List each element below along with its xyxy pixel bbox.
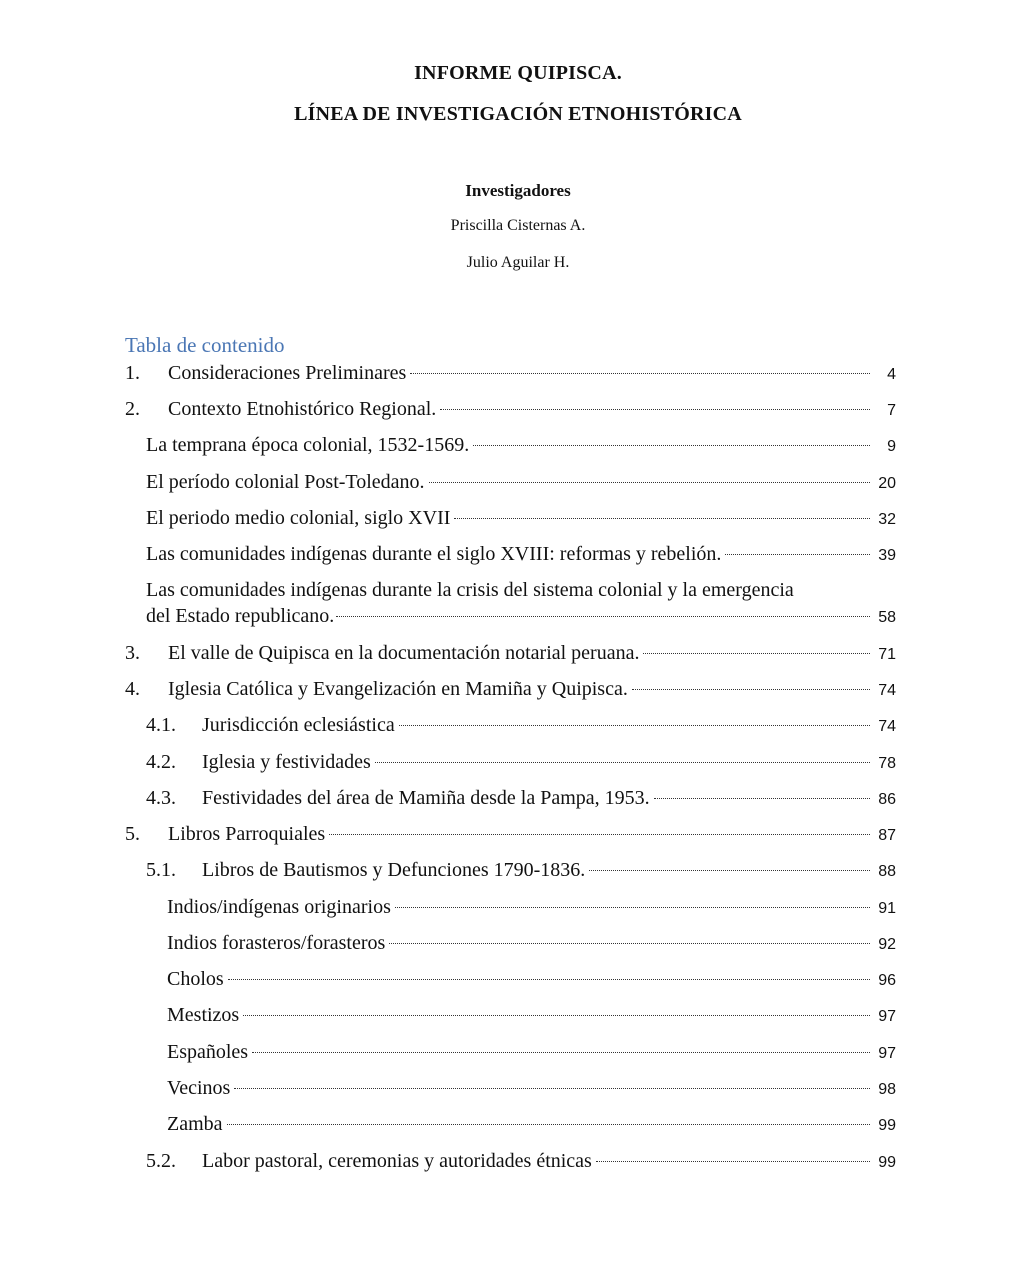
toc-entry-page: 78 <box>878 755 896 772</box>
toc-entry-page: 74 <box>878 718 896 735</box>
toc-entry-label: Las comunidades indígenas durante la crisis del sistema colonial y la emergencia <box>146 579 794 601</box>
toc-entry[interactable] <box>146 1148 896 1176</box>
toc-entry-label: Libros de Bautismos y Defunciones 1790-1836. <box>202 859 586 881</box>
toc-leader-dots <box>375 761 870 763</box>
toc-entry[interactable] <box>167 930 896 958</box>
toc-entry-label: Zamba <box>167 1113 223 1135</box>
toc-entry-number: 4.2. <box>146 751 176 773</box>
report-subtitle: LÍNEA DE INVESTIGACIÓN ETNOHISTÓRICA <box>294 103 742 125</box>
toc-entry[interactable] <box>167 894 896 922</box>
toc-entry[interactable] <box>125 360 896 388</box>
toc-entry[interactable] <box>167 1075 896 1103</box>
toc-entry-label: Las comunidades indígenas durante el siglo XVIII: reformas y rebelión. <box>146 543 722 565</box>
toc-entry-number: 4. <box>125 678 140 700</box>
toc-entry-label: Jurisdicción eclesiástica <box>202 714 395 736</box>
toc-entry-label: Contexto Etnohistórico Regional. <box>168 398 437 420</box>
toc-entry-page: 4 <box>887 366 896 383</box>
toc-entry-label: Cholos <box>167 968 224 990</box>
toc-entry-page: 91 <box>878 900 896 917</box>
toc-entry-label: Indios/indígenas originarios <box>167 896 391 918</box>
toc-entry-number: 5. <box>125 823 140 845</box>
toc-entry[interactable] <box>146 505 896 533</box>
toc-entry-label: Españoles <box>167 1041 249 1063</box>
toc-entry-page: 86 <box>878 791 896 808</box>
report-title: INFORME QUIPISCA. <box>414 62 622 84</box>
toc-leader-dots <box>473 444 870 446</box>
toc-entry[interactable] <box>167 1039 896 1067</box>
toc-leader-dots <box>234 1087 870 1089</box>
toc-entry[interactable] <box>146 712 896 740</box>
toc-entry-page: 96 <box>878 972 896 989</box>
toc-leader-dots <box>410 372 870 374</box>
toc-leader-dots <box>654 797 870 799</box>
toc-entry[interactable] <box>125 676 896 704</box>
toc-entry-label: Indios forasteros/forasteros <box>167 932 386 954</box>
toc-entry-number: 5.2. <box>146 1150 176 1172</box>
toc-leader-dots <box>227 1123 870 1125</box>
toc-leader-dots <box>725 553 870 555</box>
toc-leader-dots <box>329 833 870 835</box>
toc-entry[interactable] <box>125 821 896 849</box>
toc-entry-number: 2. <box>125 398 140 420</box>
toc-entry-label: Iglesia Católica y Evangelización en Mamiña y Quipisca. <box>168 678 628 700</box>
toc-entry-page: 9 <box>887 438 896 455</box>
toc-leader-dots <box>440 408 870 410</box>
toc-leader-dots <box>243 1014 870 1016</box>
toc-entry[interactable] <box>167 1111 896 1139</box>
toc-entry-label: Iglesia y festividades <box>202 751 371 773</box>
toc-entry-page: 92 <box>878 936 896 953</box>
toc-leader-dots <box>336 615 870 617</box>
toc-entry-label: El valle de Quipisca en la documentación notarial peruana. <box>168 642 640 664</box>
toc-entry[interactable] <box>146 469 896 497</box>
toc-leader-dots <box>399 724 870 726</box>
toc-entry-number: 5.1. <box>146 859 176 881</box>
toc-leader-dots <box>395 906 870 908</box>
toc-leader-dots <box>228 978 870 980</box>
toc-leader-dots <box>389 942 870 944</box>
toc-entry-number: 3. <box>125 642 140 664</box>
toc-leader-dots <box>454 517 870 519</box>
toc-entry-label: El período colonial Post-Toledano. <box>146 471 425 493</box>
toc-entry-label: Labor pastoral, ceremonias y autoridades étnicas <box>202 1150 592 1172</box>
toc-entry-label: El periodo medio colonial, siglo XVII <box>146 507 451 529</box>
toc-leader-dots <box>252 1051 870 1053</box>
toc-leader-dots <box>429 481 870 483</box>
toc-entry-page: 87 <box>878 827 896 844</box>
toc-entry-label: La temprana época colonial, 1532-1569. <box>146 434 470 456</box>
toc-entry-page: 99 <box>878 1154 896 1171</box>
toc-entry-page: 7 <box>887 402 896 419</box>
toc-entry-label: Vecinos <box>167 1077 231 1099</box>
toc-entry-label: Consideraciones Preliminares <box>168 362 407 384</box>
toc-leader-dots <box>643 652 870 654</box>
toc-entry-page: 32 <box>878 511 896 528</box>
toc-entry-label: Mestizos <box>167 1004 240 1026</box>
toc-leader-dots <box>596 1160 870 1162</box>
toc-entry-number: 1. <box>125 362 140 384</box>
toc-entry[interactable] <box>167 1002 896 1030</box>
toc-entry-page: 88 <box>878 863 896 880</box>
investigator-name: Julio Aguilar H. <box>466 254 570 271</box>
investigators-heading: Investigadores <box>465 181 571 200</box>
toc-entry-number: 4.1. <box>146 714 176 736</box>
toc-entry-page: 58 <box>878 609 896 626</box>
investigator-name: Priscilla Cisternas A. <box>450 217 586 234</box>
toc-entry[interactable] <box>146 785 896 813</box>
toc-entry-label: Festividades del área de Mamiña desde la Pampa, 1953. <box>202 787 650 809</box>
toc-leader-dots <box>632 688 870 690</box>
toc-entry-number: 4.3. <box>146 787 176 809</box>
toc-entry[interactable] <box>146 432 896 460</box>
toc-entry-page: 39 <box>878 547 896 564</box>
toc-title: Tabla de contenido <box>125 333 285 357</box>
toc-entry-page: 74 <box>878 682 896 699</box>
toc-entry-page: 98 <box>878 1081 896 1098</box>
toc-entry-page: 71 <box>878 646 896 663</box>
toc-entry[interactable] <box>146 749 896 777</box>
toc-entry[interactable] <box>125 640 896 668</box>
toc-entry[interactable] <box>146 857 896 885</box>
toc-entry[interactable] <box>146 541 896 569</box>
toc-entry-label-continued: del Estado republicano. <box>146 605 335 627</box>
toc-entry-page: 20 <box>878 475 896 492</box>
toc-entry-page: 99 <box>878 1117 896 1134</box>
toc-entry[interactable] <box>167 966 896 994</box>
toc-entry[interactable] <box>146 577 896 631</box>
toc-entry-page: 97 <box>878 1045 896 1062</box>
toc-entry-page: 97 <box>878 1008 896 1025</box>
toc-leader-dots <box>589 869 870 871</box>
toc-entry-label: Libros Parroquiales <box>168 823 326 845</box>
toc-entry[interactable] <box>125 396 896 424</box>
